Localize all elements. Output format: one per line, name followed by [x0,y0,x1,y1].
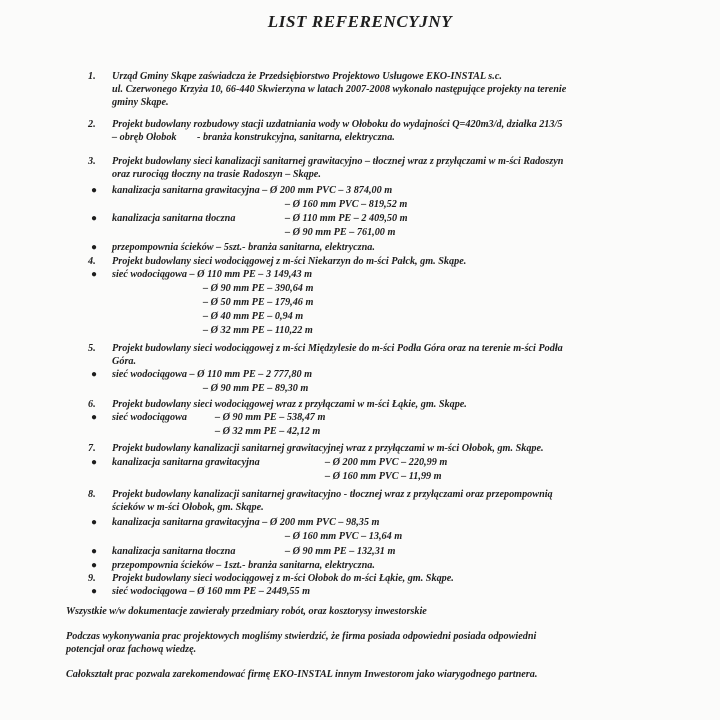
text-line: – Ø 200 mm PVC – 220,99 m [325,457,448,468]
bullet-icon: ● [91,517,98,528]
bullet-icon: ● [91,242,98,253]
bullet-icon: ● [91,560,98,571]
text-line: przepompownia ścieków – 1szt.- branża sanitarna, elektryczna. [112,560,375,571]
text-line: ścieków w m-ści Ołobok, gm. Skąpe. [112,502,264,513]
text-line: Projekt budowlany kanalizacji sanitarnej grawitacyjno - tłocznej wraz z przyłączami oraz przepompownią [112,489,553,500]
page-title: LIST REFERENCYJNY [267,12,453,31]
text-line: przepompownia ścieków – 5szt.- branża sanitarna, elektryczna. [112,242,375,253]
text-line: kanalizacja sanitarna grawitacyjna [112,457,260,468]
bullet-icon: ● [91,586,98,597]
text-line: Projekt budowlany sieci wodociągowej z m-ści Niekarzyn do m-ści Pałck, gm. Skąpe. [112,256,467,267]
text-line: Projekt budowlany sieci wodociągowej z m-ści Ołobok do m-ści Łąkie, gm. Skąpe. [112,573,454,584]
text-line: sieć wodociągowa – Ø 110 mm PE – 3 149,43 m [112,269,313,280]
text-line: Projekt budowlany kanalizacji sanitarnej grawitacyjnej wraz z przyłączami w m-ści Ołobok, gm. Skąpe. [112,443,544,454]
bullet-icon: ● [91,369,98,380]
bullet-icon: ● [91,546,98,557]
text-line: Całokształt prac pozwala zarekomendować firmę EKO-INSTAL innym Inwestorom jako wiarygodnego partnera. [66,669,538,680]
text-line: – Ø 90 mm PE – 132,31 m [285,546,396,557]
text-line: sieć wodociągowa – Ø 110 mm PE – 2 777,80 m [112,369,313,380]
text-line: – obręb Ołobok [112,132,177,143]
text-line: – Ø 50 mm PE – 179,46 m [203,297,314,308]
bullet-icon: ● [91,412,98,423]
text-line: 7. [88,443,96,454]
text-line: – Ø 90 mm PE – 390,64 m [203,283,314,294]
text-line: – Ø 110 mm PE – 2 409,50 m [285,213,408,224]
text-line: – Ø 32 mm PE – 42,12 m [215,426,321,437]
text-line: – Ø 160 mm PVC – 13,64 m [285,531,403,542]
text-line: kanalizacja sanitarna grawitacyjna – Ø 200 mm PVC – 3 874,00 m [112,185,393,196]
text-line: oraz rurociąg tłoczny na trasie Radoszyn – Skąpe. [112,169,321,180]
text-line: – Ø 90 mm PE – 761,00 m [285,227,396,238]
text-line: potencjał oraz fachową wiedzę. [66,644,197,655]
text-line: – Ø 160 mm PVC – 11,99 m [325,471,442,482]
text-line: – Ø 40 mm PE – 0,94 m [203,311,304,322]
text-line: kanalizacja sanitarna tłoczna [112,546,236,557]
text-line: - branża konstrukcyjna, sanitarna, elektryczna. [197,132,395,143]
text-line: Projekt budowlany sieci wodociągowej z m-ści Międzylesie do m-ści Podła Góra oraz na terenie m-ści Podła [112,343,563,354]
bullet-icon: ● [91,213,98,224]
text-line: – Ø 90 mm PE – 538,47 m [215,412,326,423]
text-line: Urząd Gminy Skąpe zaświadcza że Przedsiębiorstwo Projektowo Usługowe EKO-INSTAL s.c. [112,71,502,82]
text-line: 1. [88,71,96,82]
text-line: – Ø 90 mm PE – 89,30 m [203,383,309,394]
text-line: Projekt budowlany sieci kanalizacji sanitarnej grawitacyjno – tłocznej wraz z przyłączami w m-ści Radoszyn [112,156,564,167]
text-line: Projekt budowlany sieci wodociągowej wraz z przyłączami w m-ści Łąkie, gm. Skąpe. [112,399,467,410]
text-line: 4. [88,256,96,267]
text-line: 3. [88,156,96,167]
text-line: Projekt budowlany rozbudowy stacji uzdatniania wody w Ołoboku do wydajności Q=420m3/d, działka 213/5 [112,119,563,130]
text-line: 5. [88,343,96,354]
text-line: – Ø 160 mm PVC – 819,52 m [285,199,408,210]
bullet-icon: ● [91,457,98,468]
text-line: 6. [88,399,96,410]
text-line: ul. Czerwonego Krzyża 10, 66-440 Skwierzyna w latach 2007-2008 wykonało następujące projekty na terenie [112,84,567,95]
text-line: – Ø 32 mm PE – 110,22 m [203,325,313,336]
text-line: 8. [88,489,96,500]
text-line: kanalizacja sanitarna grawitacyjna – Ø 200 mm PVC – 98,35 m [112,517,380,528]
text-line: Wszystkie w/w dokumentacje zawierały przedmiary robót, oraz kosztorysy inwestorskie [66,606,427,617]
text-line: 2. [88,119,96,130]
text-line: Góra. [112,356,137,367]
text-line: sieć wodociągowa [112,412,187,423]
text-line: 9. [88,573,96,584]
bullet-icon: ● [91,269,98,280]
text-line: Podczas wykonywania prac projektowych mogliśmy stwierdzić, że firma posiada odpowiedni posiada odpowiedni [66,631,537,642]
text-line: kanalizacja sanitarna tłoczna [112,213,236,224]
text-line: gminy Skąpe. [112,97,169,108]
bullet-icon: ● [91,185,98,196]
text-line: sieć wodociągowa – Ø 160 mm PE – 2449,55 m [112,586,311,597]
